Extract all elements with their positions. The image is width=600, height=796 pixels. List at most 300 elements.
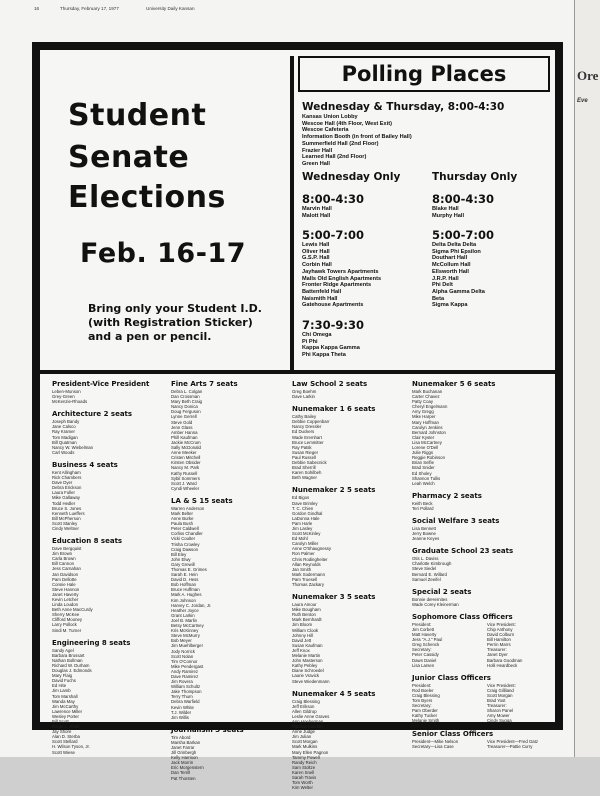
candidate-list [52,389,172,404]
section-title: Journalism 3 seats [171,725,244,734]
candidate-name: Jim Brown [52,551,73,557]
candidate-name: Larry Pollock [52,622,77,628]
candidate-section [412,380,552,486]
candidate-name: Brad Yost [487,698,506,704]
candidate-name: Amy Mower [487,713,510,719]
candidate-name: Secretary: [412,703,432,709]
polling-place: Learned Hall (2nd Floor) [302,154,367,161]
candidate-name: Bernard Johnston [412,429,446,435]
vertical-divider [290,56,294,370]
polling-place: G.S.P. Hall [302,255,330,262]
section-title: Fine Arts 7 seats [171,380,238,388]
polling-place: Murphy Hall [432,212,465,219]
polling-place: Chi Omega [302,332,332,338]
candidate-name: LaDonna Hale [292,515,320,521]
section-title: Nunemaker 5 6 seats [412,380,496,388]
candidate-list [412,389,552,486]
candidate-name: Tom Madigan [52,434,78,440]
polling-place: Sigma Phi Epsilon [432,248,481,255]
candidate-name: Pam Truesell [292,576,318,582]
candidate-name: Dave Bergquist [52,546,82,552]
candidate-name: Carl Woods [52,449,75,455]
candidate-name: Ed Sholey [412,470,432,476]
section-title: Pharmacy 2 seats [412,491,482,500]
candidate-name: Connie Hale [52,581,76,587]
candidate-name: Lorene O'Dell [412,445,439,451]
polling-place: Battenfeld Hall [302,288,342,295]
candidate-name: Diane Schroedel [292,668,324,674]
section-title: Nunemaker 3 5 seats [292,593,376,602]
candidate-name: Vice President—Fred Gatz [487,738,539,744]
candidate-name: Scott Stanley [52,520,78,526]
candidate-section [412,613,552,668]
polling-place: Phi Delt [432,282,453,289]
candidate-name: Craig Gilliland [487,687,514,693]
candidate-name: Sally McDonald [171,445,201,451]
candidate-name: Kent Allingham [52,469,81,475]
candidate-name: Tim O'Connor [171,658,198,664]
wednesday-list-2 [302,242,381,309]
section-title: Architecture 2 seats [52,410,133,419]
polling-place: Oliver Hall [302,248,330,255]
candidate-name: Mary Beth Craig [171,399,203,405]
candidate-name: Brian Selfie [412,460,434,466]
candidate-name: Bob Hoffman [171,582,197,588]
candidate-name: Bill Cannon [52,561,74,567]
candidate-name: Grant Larkin [171,612,195,618]
headline-panel [48,58,288,368]
adjacent-page-fragment-2: Eve [577,98,588,104]
candidate-name: Pam Harle [292,520,313,526]
candidate-name: Ed Duckers [292,429,315,435]
candidate-name: Pam Dellotte [52,576,77,582]
candidate-name: Dan Crossman [171,394,200,400]
candidate-name: Julie Riggs [412,450,434,456]
candidate-name: Debra Erickson [52,485,82,491]
candidate-name: Anne Meeker [171,450,197,456]
candidate-name: Nancy M. Park [171,465,200,471]
polling-place: Gatehouse Apartments [302,302,364,309]
candidate-name: Melanie Smith [412,718,440,724]
wednesday-heading: Wednesday Only [302,171,401,183]
candidate-name: Jim Bloom [292,622,313,628]
candidate-name: Wade Eremhart [292,434,322,440]
candidate-name: Allen Gildrop [292,708,317,714]
candidate-name: Peter Cassidy [412,652,439,658]
candidate-list [292,414,412,480]
thursday-heading: Thursday Only [432,171,518,183]
candidate-name: Carla Brown [52,556,76,562]
officer-columns [412,683,552,724]
candidate-name: Sarah Travis [292,775,317,780]
candidate-name: Bill Scott [52,718,69,724]
candidate-name: Wesley Porter [52,713,79,719]
candidate-name: Nancy Dressler [292,424,322,430]
polling-place: Malott Hall [302,212,331,219]
candidate-name: Keith Beck [412,500,433,506]
candidate-name: Jake Thompson [171,689,202,695]
candidate-name: Lynne Gerrell [171,414,197,420]
polling-place: Delta Delta Delta [432,242,477,248]
candidate-name: Kirsten Obsider [171,460,201,466]
officer-list-left [412,683,477,724]
polling-place: Sigma Kappa [432,302,468,309]
candidate-name: Dave Ramirez [171,673,199,679]
candidate-name: Beth Wagner [292,475,317,481]
polling-place: Ellsworth Hall [432,268,469,275]
candidate-name: Tim Abord [171,734,191,740]
section-title: Junior Class Officers [412,673,491,682]
candidate-name: Bill Eley [171,551,187,557]
candidate-name: Tom Byers [412,698,433,704]
candidate-name: Tom Worth [292,780,313,786]
candidate-name: Jody Norrick [171,648,195,654]
candidate-name: Laura Amour [292,602,317,608]
section-title: Engineering 8 seats [52,638,131,647]
candidate-section [52,537,172,633]
candidate-section [171,497,291,720]
candidate-name: Ray Patsk [292,444,312,450]
polling-place: Wescoe Cafeteria [302,127,349,134]
candidate-name: Eric Morgenstern [171,765,204,771]
candidate-name: McKenzie-Rhoads [52,399,88,405]
section-title: Law School 2 seats [292,380,368,388]
candidate-name: Alan D. Sterba [52,734,80,740]
candidate-list [171,389,291,491]
candidate-name: Sam Stoltze [292,764,316,770]
election-ad [39,49,556,791]
candidate-name: Marsha Barkan [171,739,201,745]
candidate-name: David Jett [292,637,312,643]
candidate-name: Carter Chavez [412,394,440,400]
polling-place: Beta [432,295,445,302]
candidate-section [292,486,412,587]
candidate-name: Mike Pendergast [171,663,204,669]
candidate-section [412,547,552,581]
candidate-name: Patty Coay [412,399,434,405]
candidate-name: Mark A. Hughes [171,592,202,598]
candidate-name: Doug Ferguson [171,409,201,415]
polling-place: Marvin Hall [302,206,332,212]
candidate-list [292,389,412,399]
candidate-name: Scott Morgan [487,692,513,698]
candidate-name: Betsy McCartney [171,623,204,629]
candidate-name: Lisa McCartney [412,439,442,445]
candidate-name: Leah Welch [412,480,435,486]
folio-paper-name: University Daily Kansan [146,6,195,11]
candidate-name: Warren Anderson [171,505,205,511]
candidate-name: Trisha Crowley [171,541,200,547]
section-title: Senior Class Officers [412,729,494,738]
candidate-name: Ruth Benton [292,612,316,618]
candidate-name: Vice President: [487,682,516,688]
thursday-time-1: 8:00-4:30 [432,192,494,206]
candidate-name: Tammy Powell [292,754,320,760]
candidate-name: Laura Fuller [52,490,75,496]
candidate-name: Kathy Tucker [412,713,438,719]
candidate-name: Chip Anthony [487,627,513,632]
polling-place: Wescoe Hall (4th Floor, West Exit) [302,120,392,127]
candidate-section [171,380,291,491]
candidate-name: Todd Hedler [52,500,76,506]
candidate-name: President: [412,621,432,627]
candidate-name: Bonnie deHernites [412,596,448,602]
election-dates: Feb. 16-17 [80,238,246,269]
polling-place: Information Booth (in front of Bailey Hall) [302,134,412,141]
candidates-column-2 [171,380,291,787]
polling-place: Douthart Hall [432,255,468,262]
candidate-name: Andy Ramirez [171,668,198,674]
candidate-name: Jeff Knox [292,647,310,653]
candidate-name: Debbie Sabecnick [292,460,327,466]
candidate-name: Bob Meyer [171,638,192,644]
candidate-name: Bill Hamilton [487,637,511,643]
candidate-name: Cathy Bailey [292,414,317,420]
candidate-name: Patricia Hundley [292,724,324,730]
candidate-list [52,648,172,755]
candidate-name: Teri Pollard [412,505,434,511]
candidate-name: Mark Bernhardt [292,617,322,623]
candidate-name: Steve Hannon [52,586,80,592]
candidate-name: Jackie McCrum [171,439,201,445]
adjacent-page-edge [574,0,600,757]
candidate-name: David D. Hess [171,577,199,583]
candidate-name: Peter Caldwell [171,526,199,532]
candidates-column-1 [52,380,172,761]
candidate-name: Secretary—Lisa Case [412,743,454,749]
candidate-name: Paula Bush [171,521,193,527]
polling-place: Jayhawk Towers Apartments [302,268,379,275]
candidate-section [52,410,172,455]
candidate-name: Cheryl Engelmann [412,404,448,410]
candidate-name: Debra L. Colgan [171,389,203,394]
section-title: Nunemaker 4 5 seats [292,689,376,698]
candidate-list [292,699,412,791]
candidate-name: Brad Sherrill [292,465,316,471]
polling-place: Malls Old English Apartments [302,275,382,282]
candidate-name: Scott McKinley [292,531,321,537]
candidate-name: Rod Boeler [412,687,434,693]
candidate-name: Wade Corey Kleinerman [412,601,459,607]
candidate-section [412,492,552,511]
candidate-name: Cindy Weltner [52,525,79,531]
polling-place: Naismith Hall [302,295,338,302]
candidate-name: Brad Snider [412,465,435,471]
candidate-name: Craig Blessing [292,698,320,704]
candidate-name: Cyndi Wheeler [171,485,200,491]
candidate-name: John Masterson [292,658,323,664]
candidate-name: Gordon Gindhal [292,510,323,516]
candidate-name: Mary Ellen Pagnon [292,749,329,755]
polling-places-panel [298,56,550,368]
officer-list-right [487,622,552,668]
candidate-name: Steve Siedel [412,566,437,572]
candidate-name: Debra Warfield [171,699,200,705]
candidate-name: Jim Lasley [292,525,313,531]
candidate-name: Dave Dyer [52,480,73,486]
polling-place: Kappa Kappa Gamma [302,345,360,352]
bring-id-notice: Bring only your Student I.D. (with Registration Sticker) and a pen or pencil. [88,302,262,343]
candidate-name: Janet Dyer [487,652,508,658]
candidate-name: Chris Rodingheiter [292,556,328,562]
adjacent-page-fragment-1: Ore [577,68,599,83]
candidate-name: Harvey C. Jordan, Jr. [171,602,212,608]
polling-place: Alpha Gamma Delta [432,288,485,295]
candidate-name: Allan Reynolds [292,561,321,567]
candidate-name: Johnny Hill [292,632,314,638]
candidate-name: Jim Muehlberger [171,643,204,649]
candidate-name: Bruce Lemmitter [292,439,324,445]
candidate-name: Reggie Robinson [412,455,445,461]
headline-line-3: Elections [68,180,226,215]
candidate-name: Ann Hoeberman [292,718,324,724]
candidate-list [412,526,552,541]
candidate-name: Sindi M. Turner [52,627,82,633]
candidate-name: Grey-Green [52,394,75,400]
candidate-name: Jeff Erikson [292,703,315,709]
candidate-name: Susan Kaufman [292,642,323,648]
candidate-section [412,730,552,749]
candidate-name: Scott Morgan [292,739,318,745]
officer-list-right [487,739,552,749]
candidate-name: Mary Hoffman [412,419,439,425]
candidate-name: Mike Bougham [292,607,321,613]
candidate-name: Holli Heardbeck [487,662,518,668]
polling-place: Lewis Hall [302,242,330,248]
both-days-heading: Wednesday & Thursday, 8:00-4:30 [302,101,505,113]
thursday-list-1 [432,206,464,219]
candidate-name: Heather Joyce [171,607,199,613]
candidate-name: T. C. Chien [292,505,314,511]
candidate-name: Lisa Bennett [412,525,436,531]
election-ad-border [32,42,563,791]
candidate-name: Kathy Pebley [292,663,318,669]
candidate-name: Melanie Martin [292,653,321,659]
candidate-name: Mike Harper [412,414,436,420]
candidate-list [52,546,172,633]
candidate-name: Pat Thorsten [171,775,196,781]
candidate-name: Debbie Coppenbarr [292,419,330,425]
candidate-name: Amy Gregg [412,409,434,415]
headline-line-2: Senate [68,140,190,175]
candidate-name: Matt Haverty [412,632,437,638]
candidate-name: Linda Loudon [52,602,79,608]
section-title: Nunemaker 2 5 seats [292,486,376,495]
candidate-section [292,380,412,399]
candidate-name: Richard W. Durham [52,662,90,668]
candidate-name: Kenneth Lueffers [52,510,85,516]
candidate-name: Kevin Letcher [52,597,79,602]
candidate-name: Phill Kaufman [171,434,198,440]
candidate-name: Kelly Harrison [171,755,198,761]
thursday-time-2: 5:00-7:00 [432,228,494,242]
candidate-name: David Colburn [487,632,515,638]
candidate-name: Bill McPherson [52,515,81,521]
section-title: Special 2 seats [412,587,472,596]
candidate-name: Mike Gallaway [52,495,80,501]
wednesday-list-1 [302,206,332,219]
horizontal-divider [40,370,557,374]
polling-place: J.R.P. Hall [432,275,459,282]
candidate-name: Perrin Marrs [487,642,511,648]
candidate-name: Beth Anne MacCurdy [52,607,93,613]
candidate-name: Jerry Bowne [412,531,436,537]
candidate-name: Treasurer: [487,647,507,653]
candidate-name: Jim Willis [171,714,189,720]
officer-list-left [412,739,477,749]
candidate-name: Bruce S. Jones [52,505,82,511]
polling-place: Pi Phi [302,338,318,345]
candidate-name: Randy Reich [292,759,317,765]
polling-place: Frazier Hall [302,147,333,154]
candidate-name: Kevin White [171,704,194,710]
candidate-name: Barbara Goodman [487,657,523,663]
candidate-name: Mark Sodermann [292,571,325,577]
candidate-name: President—Mike Nelson [412,738,459,744]
candidate-name: Tom Marshall [52,693,78,699]
section-title: LA & S 15 seats [171,496,233,505]
wednesday-time-2: 5:00-7:00 [302,228,364,242]
candidate-name: H. Wilson Tyson, Jr. [52,744,90,750]
candidate-name: Jane Calsco [52,424,76,430]
candidate-list [412,501,552,511]
officer-list-right [487,683,552,724]
section-title: Nunemaker 1 6 seats [292,405,376,414]
section-title: Social Welfare 3 seats [412,516,500,525]
candidate-name: Douglas J. Edmonds [52,668,92,674]
candidate-name: Kris McKinney [171,628,199,634]
candidate-name: Sarah E. Hein [171,572,198,578]
candidate-name: Bruce Huffman [171,587,200,593]
polling-places-title: Polling Places [298,56,550,92]
candidate-name: Jim Rovera [171,679,193,685]
candidate-name: Craig Blessing [412,692,440,698]
polling-place: Blake Hall [432,206,459,212]
candidate-name: Treasurer: [487,703,507,709]
both-days-list [302,114,412,168]
candidate-name: Jim Julian [292,734,312,740]
candidate-name: Jill Grinbergh [171,750,197,756]
candidate-list [412,597,552,607]
thursday-list-2 [432,242,485,309]
candidate-name: Shannon Tullis [412,475,441,481]
candidate-list [52,419,172,455]
candidate-name: Vice President: [487,621,516,627]
section-title: Education 8 seats [52,537,123,546]
polling-place: McCollum Hall [432,262,471,269]
candidate-name: Greg Schenck [412,642,440,648]
candidate-name: Bill Quatman [52,439,77,445]
wednesday-time-3: 7:30-9:30 [302,318,364,332]
candidate-name: Steve Wiedenmann [292,678,330,684]
candidate-name: Cristen Mitchell [171,455,201,461]
folio-date: Thursday, February 17, 1977 [60,6,119,11]
candidate-name: Jay Shore [52,729,72,735]
candidate-name: Ron Palmer [292,551,315,557]
candidate-name: Karen Snell [292,769,315,775]
candidate-name: Mary Flaig [52,673,73,679]
candidate-name: Sandy Agel [52,647,74,653]
candidate-name: Amber Hanna [171,429,198,435]
candidate-name: Scott Wiese [52,749,75,755]
folio-page-number: 16 [34,6,40,11]
candidate-name: Ed Hite [52,683,67,689]
candidate-name: Nancy W. Wiebelman [52,444,94,450]
candidate-name: Sharon Panel [487,708,514,714]
candidate-name: Dawn Daniel [412,657,437,663]
candidate-name: Gary Grewill [171,561,195,567]
wednesday-list-3 [302,332,360,359]
